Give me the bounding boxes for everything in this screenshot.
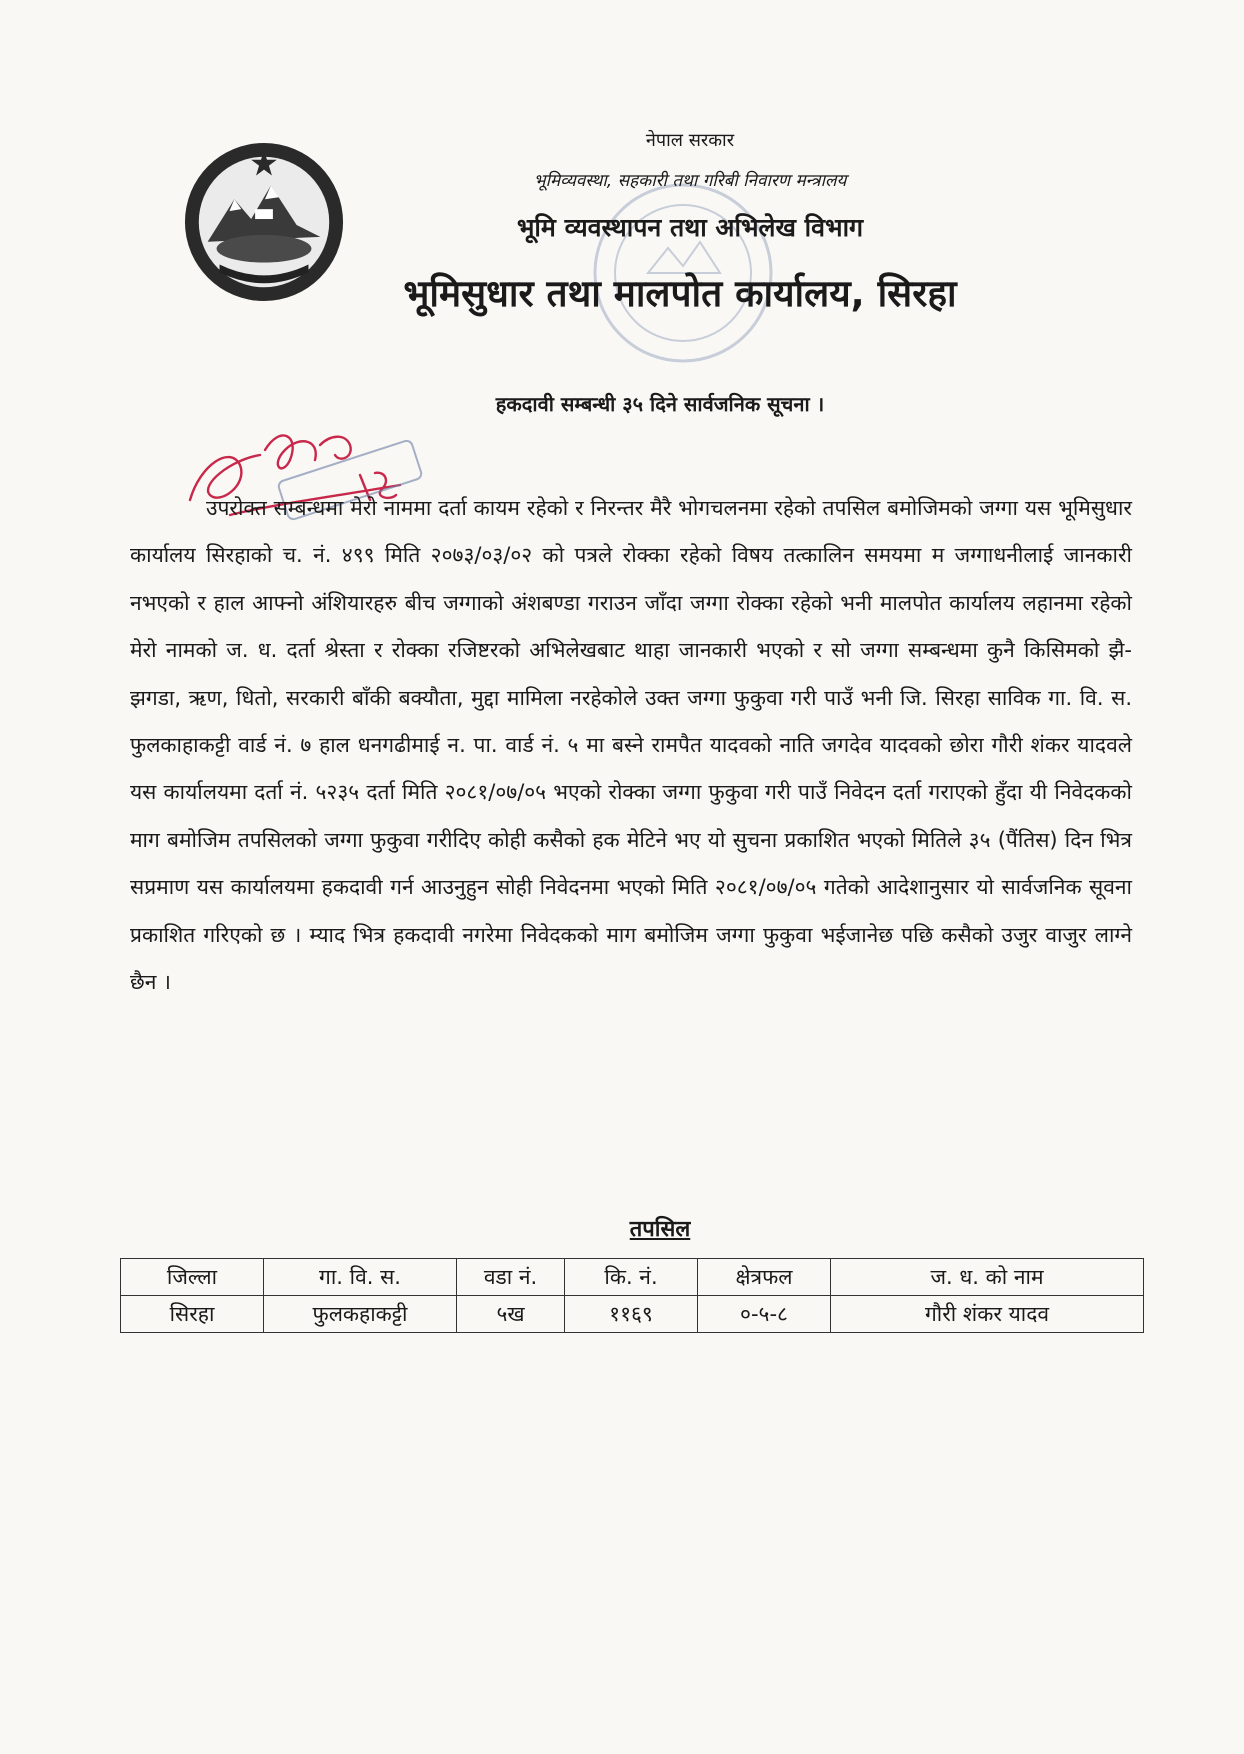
column-header-vdc: गा. वि. स. (264, 1259, 457, 1296)
notice-body: उपरोक्त सम्बन्धमा मेरो नाममा दर्ता कायम रहेको र निरन्तर मैरै भोगचलनमा रहेको तपसिल बमोजिमको जग्गा यस भूमिसुधार कार्यालय सिरहाको च. नं. ४९९ मिति २०७३/०३/०२ को पत्रले रोक्का रहेको विषय तत्कालिन समयमा म जग्गाधनीलाई जानकारी नभएको र हाल आफ्नो अंशियारहरु बीच जग्गाको अंशबण्डा गराउन जाँदा जग्गा रोक्का रहेको भनी मालपोत कार्यालय लहानमा रहेको मेरो नामको ज. ध. दर्ता श्रेस्ता र रोक्का रजिष्टरको अभिलेखबाट थाहा जानकारी भएको र सो जग्गा सम्बन्धमा कुनै किसिमको झै-झगडा, ऋण, धितो, सरकारी बाँकी बक्यौता, मुद्दा मामिला नरहेकोले उक्त जग्गा फुकुवा गरी पाउँ भनी जि. सिरहा साविक गा. वि. स. फुलकाहाकट्टी वार्ड नं. ७ हाल धनगढीमाई न. पा. वार्ड नं. ५ मा बस्ने रामपैत यादवको नाति जगदेव यादवको छोरा गौरी शंकर यादवले यस कार्यालयमा दर्ता नं. ५२३५ दर्ता मिति २०८१/०७/०५ भएको रोक्का जग्गा फुकुवा गरी पाउँ निवेदन दर्ता गराएको हुँदा यी निवेदकको माग बमोजिम तपसिलको जग्गा फुकुवा गरीदिए कोही कसैको हक मेटिने भए यो सुचना प्रकाशित भएको मितिले ३५ (पैंतिस) दिन भित्र सप्रमाण यस कार्यालयमा हकदावी गर्न आउनुहुन सोही निवेदनमा भएको मिति २०८१/०७/०५ गतेको आदेशानुसार यो सार्वजनिक सूवना प्रकाशित गरिएको छ । म्याद भित्र हकदावी नगरेमा निवेदकको माग बमोजिम जग्गा फुकुवा भईजानेछ पछि कसैको उजुर वाजुर लाग्ने छैन । (130, 496, 1132, 995)
cell-area: ०-५-८ (698, 1296, 831, 1333)
land-details-table (120, 1258, 1144, 1333)
nepal-government-emblem (180, 138, 348, 306)
notice-title: हकदावी सम्बन्धी ३५ दिने सार्वजनिक सूचना । (495, 392, 825, 416)
table-header-row (121, 1259, 1144, 1296)
cell-plot-number: ११६९ (565, 1296, 698, 1333)
department-name: भूमि व्यवस्थापन तथा अभिलेख विभाग (516, 213, 864, 242)
cell-owner-name: गौरी शंकर यादव (831, 1296, 1144, 1333)
column-header-owner-name: ज. ध. को नाम (831, 1259, 1144, 1296)
cell-vdc: फुलकहाकट्टी (264, 1296, 457, 1333)
column-header-ward: वडा नं. (457, 1259, 565, 1296)
table-row (121, 1296, 1144, 1333)
column-header-plot-number: कि. नं. (565, 1259, 698, 1296)
column-header-area: क्षेत्रफल (698, 1259, 831, 1296)
cell-ward: ५ख (457, 1296, 565, 1333)
cell-district: सिरहा (121, 1296, 264, 1333)
office-name: भूमिसुधार तथा मालपोत कार्यालय, सिरहा (403, 272, 957, 315)
annex-title: तपसिल (629, 1217, 691, 1242)
ministry-name: भूमिव्यवस्था, सहकारी तथा गरिबी निवारण मन्त्रालय (533, 171, 847, 191)
government-name: नेपाल सरकार (645, 130, 735, 151)
column-header-district: जिल्ला (121, 1259, 264, 1296)
